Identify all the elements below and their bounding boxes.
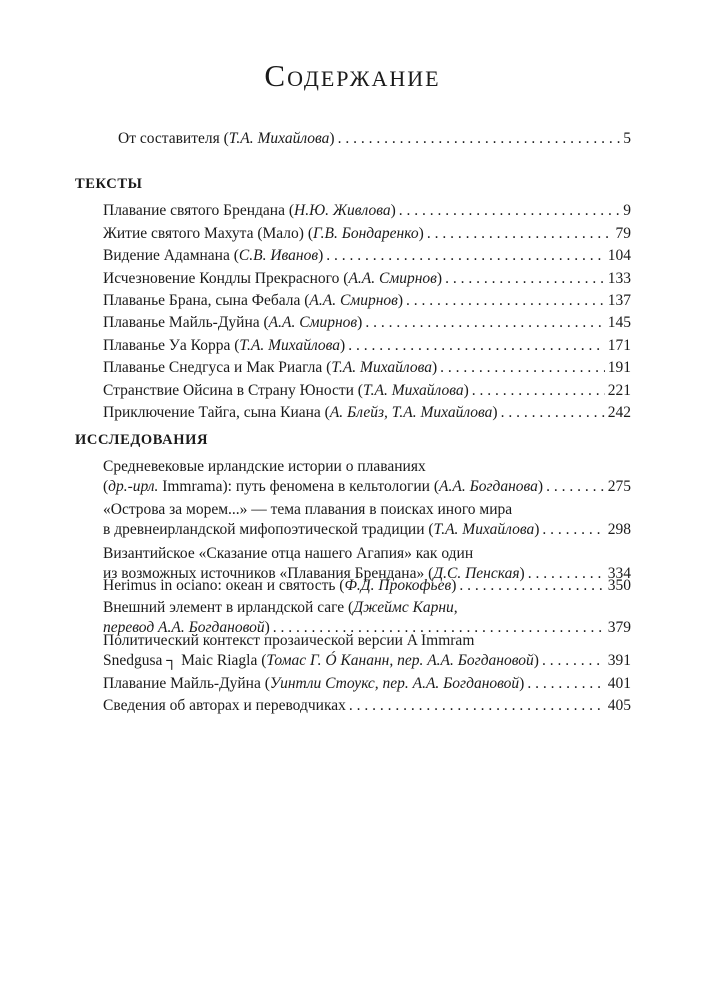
toc-entry[interactable]: Herimus in ociano: океан и святость (Ф.Д. Прокофьев) . . . 350: [103, 576, 631, 596]
toc-entry[interactable]: Византийское «Сказание отца нашего Агапия» как один из возможных источников «Плавания Брендана» (Д.С. Пенская) . . . 334: [103, 544, 631, 584]
page-number: 5: [623, 130, 631, 147]
toc-entry[interactable]: Сведения об авторах и переводчиках . . . 405: [103, 696, 631, 716]
toc-entry[interactable]: Политический контекст прозаической версии A Immram Snedgusa ┐ Maic Riagla (Томас Г. Ó Кананн, пер. А.А. Богдановой) . . . 391: [103, 631, 631, 671]
section-heading-research: ИССЛЕДОВАНИЯ: [75, 432, 209, 448]
dot-leader: [472, 381, 605, 401]
toc-entry-intro[interactable]: От составителя (Т.А. Михайлова) . . . 5: [118, 129, 631, 149]
dot-leader: [445, 269, 605, 289]
dot-leader: [406, 291, 605, 311]
dot-leader: [349, 696, 605, 716]
toc-entry[interactable]: Плаванье Брана, сына Фебала (А.А. Смирнов) . . . 137: [103, 291, 631, 311]
dot-leader: [501, 403, 605, 423]
toc-entry[interactable]: Средневековые ирландские истории о плаваниях (др.-ирл. Immrama): путь феномена в кельтологии (А.А. Богданова) . . . 275: [103, 457, 631, 497]
section-heading-texts: ТЕКСТЫ: [75, 176, 143, 192]
dot-leader: [440, 358, 605, 378]
toc-entry[interactable]: Странствие Ойсина в Страну Юности (Т.А. Михайлова) . . . 221: [103, 381, 631, 401]
toc-entry[interactable]: «Острова за морем...» — тема плавания в поисках иного мира в древнеирландской мифопоэтической традиции (Т.А. Михайлова) . . . 298: [103, 500, 631, 540]
toc-entry[interactable]: Плавание Майль-Дуйна (Уинтли Стоукс, пер. А.А. Богдановой) . . . 401: [103, 674, 631, 694]
page-title: Содержание: [264, 58, 441, 93]
entry-title: От составителя (: [118, 130, 229, 147]
toc-entry[interactable]: Видение Адамнана (С.В. Иванов) . . . 104: [103, 246, 631, 266]
toc-entry[interactable]: Плаванье Снедгуса и Мак Риагла (Т.А. Михайлова) . . . 191: [103, 358, 631, 378]
toc-entry[interactable]: Плавание святого Брендана (Н.Ю. Живлова) . . . 9: [103, 201, 631, 221]
dot-leader: [546, 477, 605, 497]
dot-leader: [459, 576, 604, 596]
dot-leader: [542, 520, 604, 540]
dot-leader: [399, 201, 621, 221]
toc-entry[interactable]: Исчезновение Кондлы Прекрасного (А.А. Смирнов) . . . 133: [103, 269, 631, 289]
toc-entry[interactable]: Приключение Тайга, сына Киана (А. Блейз, Т.А. Михайлова) . . . 242: [103, 403, 631, 423]
entry-author: Т.А. Михайлова: [228, 130, 330, 147]
dot-leader: [348, 336, 605, 356]
toc-entry[interactable]: Плаванье Майль-Дуйна (А.А. Смирнов) . . . 145: [103, 313, 631, 333]
dot-leader: [542, 651, 605, 671]
dot-leader: [427, 224, 613, 244]
toc-entry[interactable]: Плаванье Уа Корра (Т.А. Михайлова) . . . 171: [103, 336, 631, 356]
toc-entry[interactable]: Внешний элемент в ирландской саге (Джеймс Карни, перевод А.А. Богдановой) . . . 379: [103, 598, 631, 638]
dot-leader: [365, 313, 604, 333]
toc-entry[interactable]: Житие святого Махута (Мало) (Г.В. Бондаренко) . . . 79: [103, 224, 631, 244]
dot-leader: [338, 129, 621, 149]
dot-leader: [527, 674, 604, 694]
dot-leader: [326, 246, 605, 266]
